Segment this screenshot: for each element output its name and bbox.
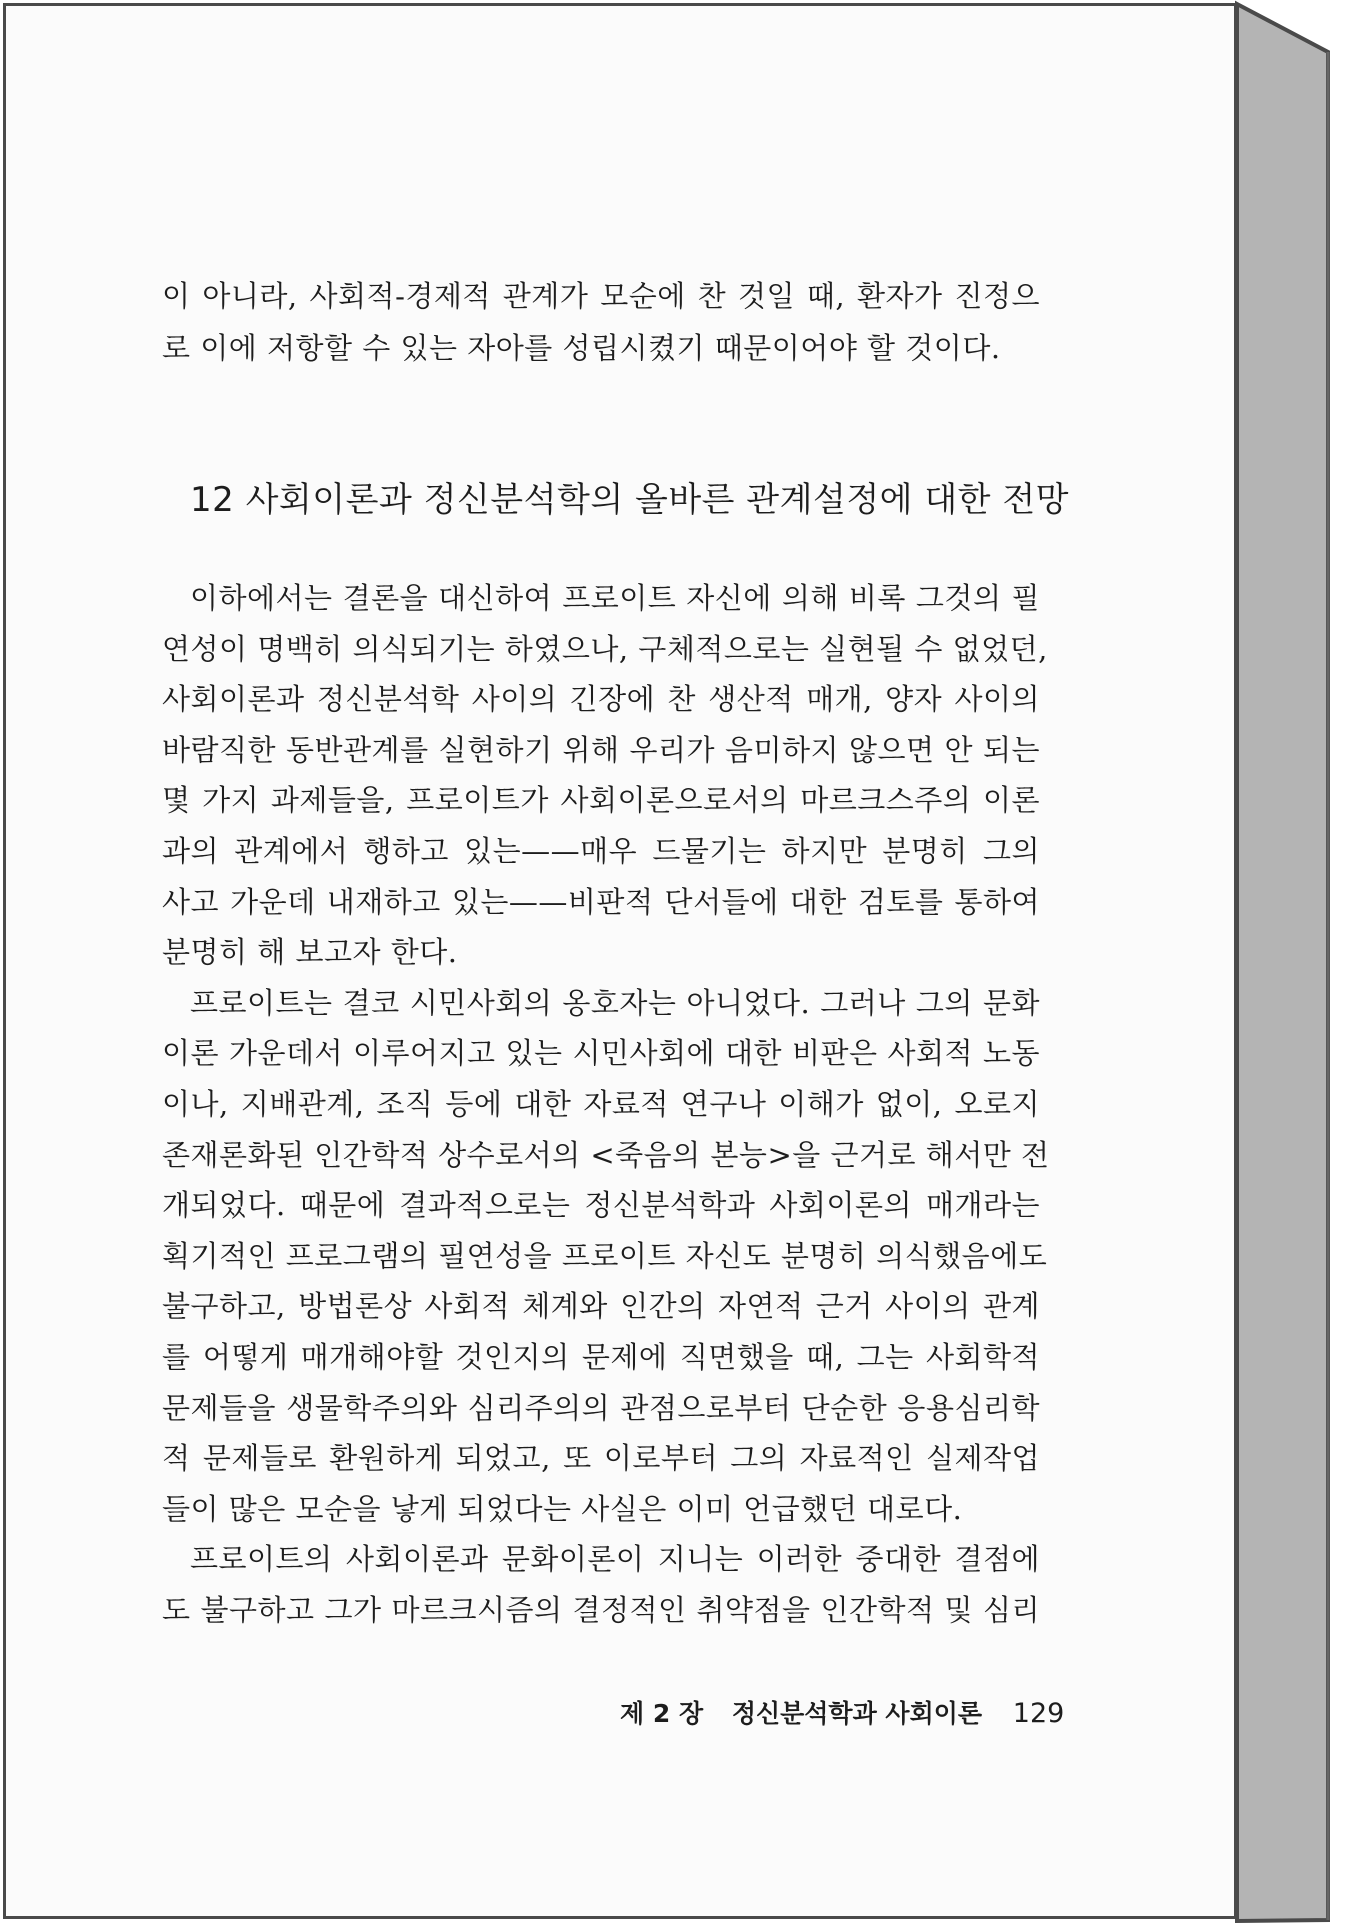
text-line: 로 이에 저항할 수 있는 자아를 성립시켰기 때문이어야 할 것이다. — [162, 331, 1001, 365]
book-edge-shape — [1234, 0, 1365, 1926]
paragraph — [162, 978, 1050, 1535]
text-line: 이나, 지배관계, 조직 등에 대한 자료적 연구나 이해가 없이, 오로지 — [162, 1086, 1040, 1121]
page-number: 129 — [1012, 1698, 1065, 1729]
text-line: 도 불구하고 그가 마르크시즘의 결정적인 취약점을 인간학적 및 심리 — [162, 1592, 1040, 1627]
book-edge — [1234, 0, 1365, 1926]
text-line: 이 아니라, 사회적-경제적 관계가 모순에 찬 것일 때, 환자가 진정으 — [162, 279, 1040, 313]
text-line: 들이 많은 모순을 낳게 되었다는 사실은 이미 언급했던 대로다. — [162, 1491, 963, 1526]
text-line: 몇 가지 과제들을, 프로이트가 사회이론으로서의 마르크스주의 이론 — [162, 783, 1040, 818]
text-line: 적 문제들로 환원하게 되었고, 또 이로부터 그의 자료적인 실제작업 — [162, 1441, 1040, 1476]
text-line: 불구하고, 방법론상 사회적 체계와 인간의 자연적 근거 사이의 관계 — [162, 1289, 1040, 1324]
text-line: 이론 가운데서 이루어지고 있는 시민사회에 대한 비판은 사회적 노동 — [162, 1036, 1040, 1071]
text-line: 과의 관계에서 행하고 있는——매우 드물기는 하지만 분명히 그의 — [162, 833, 1040, 868]
text-line: 사회이론과 정신분석학 사이의 긴장에 찬 생산적 매개, 양자 사이의 — [162, 682, 1040, 717]
text-line: 연성이 명백히 의식되기는 하였으나, 구체적으로는 실현될 수 없었던, — [162, 631, 1048, 666]
paragraph — [162, 1534, 1040, 1635]
text-line: 사고 가운데 내재하고 있는——비판적 단서들에 대한 검토를 통하여 — [162, 884, 1040, 919]
text-line: 프로이트는 결코 시민사회의 옹호자는 아니었다. 그러나 그의 문화 — [190, 985, 1040, 1020]
continued-paragraph — [162, 270, 1040, 374]
text-line: 이하에서는 결론을 대신하여 프로이트 자신에 의해 비록 그것의 필 — [190, 581, 1040, 615]
text-line: 바람직한 동반관계를 실현하기 위해 우리가 음미하지 않으면 안 되는 — [162, 732, 1040, 767]
running-title: 정신분석학과 사회이론 — [731, 1699, 983, 1728]
text-line: 프로이트의 사회이론과 문화이론이 지니는 이러한 중대한 결점에 — [190, 1542, 1040, 1577]
text-line: 분명히 해 보고자 한다. — [162, 935, 458, 970]
chapter-label: 제 2 장 — [620, 1699, 704, 1728]
body-text — [162, 573, 1050, 1635]
paragraph — [162, 573, 1048, 978]
page-footer — [620, 1694, 1065, 1730]
text-line: 개되었다. 때문에 결과적으로는 정신분석학과 사회이론의 매개라는 — [162, 1188, 1040, 1223]
text-line: 문제들을 생물학주의와 심리주의의 관점으로부터 단순한 응용심리학 — [162, 1390, 1040, 1425]
text-line: 존재론화된 인간학적 상수로서의 <죽음의 본능>을 근거로 해서만 전 — [162, 1137, 1050, 1172]
text-line: 획기적인 프로그램의 필연성을 프로이트 자신도 분명히 의식했음에도 — [162, 1238, 1048, 1273]
section-heading: 12 사회이론과 정신분석학의 올바른 관계설정에 대한 전망 — [190, 480, 1070, 520]
text-line: 를 어떻게 매개해야할 것인지의 문제에 직면했을 때, 그는 사회학적 — [162, 1339, 1040, 1374]
